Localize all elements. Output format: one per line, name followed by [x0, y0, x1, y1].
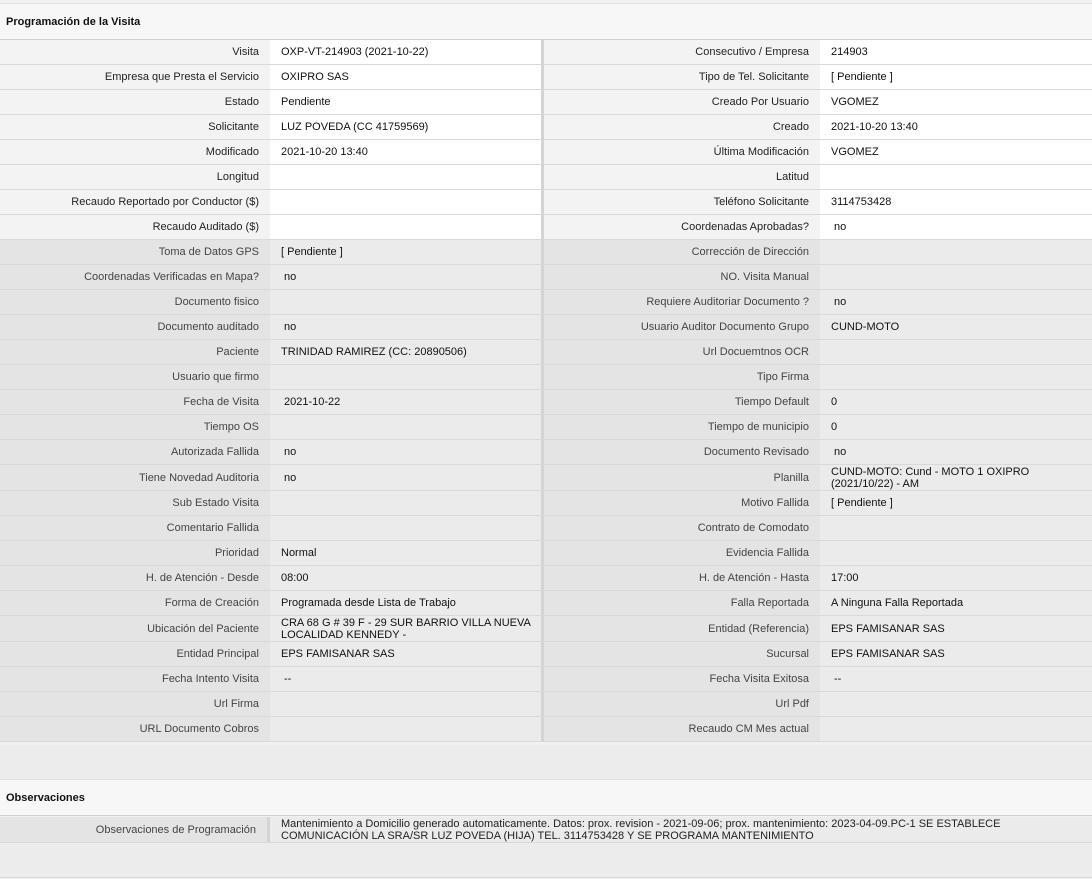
- label-entidad-principal: Entidad Principal: [0, 642, 270, 667]
- label-tiempo-de-municipio: Tiempo de municipio: [544, 415, 820, 440]
- value-consecutivo-empresa: 214903: [820, 40, 1092, 65]
- value-creado: 2021-10-20 13:40: [820, 115, 1092, 140]
- value-h-de-atencion-desde: 08:00: [270, 566, 544, 591]
- label-autorizada-fallida: Autorizada Fallida: [0, 440, 270, 465]
- label-contrato-de-comodato: Contrato de Comodato: [544, 516, 820, 541]
- label-creado-por-usuario: Creado Por Usuario: [544, 90, 820, 115]
- label-falla-reportada: Falla Reportada: [544, 591, 820, 616]
- value-toma-de-datos-gps: [ Pendiente ]: [270, 240, 544, 265]
- label-fecha-intento-visita: Fecha Intento Visita: [0, 667, 270, 692]
- label-tiene-novedad-auditoria: Tiene Novedad Auditoria: [0, 465, 270, 491]
- label-recaudo-reportado-por-conductor: Recaudo Reportado por Conductor ($): [0, 190, 270, 215]
- label-tiempo-default: Tiempo Default: [544, 390, 820, 415]
- value-estado: Pendiente: [270, 90, 544, 115]
- label-coordenadas-aprobadas: Coordenadas Aprobadas?: [544, 215, 820, 240]
- label-h-de-atencion-hasta: H. de Atención - Hasta: [544, 566, 820, 591]
- value-recaudo-auditado: [270, 215, 544, 240]
- label-recaudo-auditado: Recaudo Auditado ($): [0, 215, 270, 240]
- value-ubicacion-del-paciente: CRA 68 G # 39 F - 29 SUR BARRIO VILLA NUEVA LOCALIDAD KENNEDY -: [270, 616, 544, 642]
- label-longitud: Longitud: [0, 165, 270, 190]
- observations-section-header: [0, 779, 1092, 816]
- value-sucursal: EPS FAMISANAR SAS: [820, 642, 1092, 667]
- label-creado: Creado: [544, 115, 820, 140]
- label-url-docuemtnos-ocr: Url Docuemtnos OCR: [544, 340, 820, 365]
- label-estado: Estado: [0, 90, 270, 115]
- value-latitud: [820, 165, 1092, 190]
- value-documento-revisado: no: [820, 440, 1092, 465]
- value-no-visita-manual: [820, 265, 1092, 290]
- value-forma-de-creacion: Programada desde Lista de Trabajo: [270, 591, 544, 616]
- value-url-pdf: [820, 692, 1092, 717]
- label-ultima-modificacion: Última Modificación: [544, 140, 820, 165]
- label-paciente: Paciente: [0, 340, 270, 365]
- value-fecha-visita-exitosa: --: [820, 667, 1092, 692]
- label-url-documento-cobros: URL Documento Cobros: [0, 717, 270, 742]
- label-documento-auditado: Documento auditado: [0, 315, 270, 340]
- value-ultima-modificacion: VGOMEZ: [820, 140, 1092, 165]
- value-recaudo-cm-mes-actual: [820, 717, 1092, 742]
- value-recaudo-reportado-por-conductor: [270, 190, 544, 215]
- value-evidencia-fallida: [820, 541, 1092, 566]
- value-entidad-principal: EPS FAMISANAR SAS: [270, 642, 544, 667]
- value-tiempo-os: [270, 415, 544, 440]
- label-url-firma: Url Firma: [0, 692, 270, 717]
- value-motivo-fallida: [ Pendiente ]: [820, 491, 1092, 516]
- label-h-de-atencion-desde: H. de Atención - Desde: [0, 566, 270, 591]
- label-tipo-firma: Tipo Firma: [544, 365, 820, 390]
- value-fecha-intento-visita: --: [270, 667, 544, 692]
- value-tipo-de-tel-solicitante: [ Pendiente ]: [820, 65, 1092, 90]
- value-prioridad: Normal: [270, 541, 544, 566]
- value-coordenadas-verificadas-en-mapa: no: [270, 265, 544, 290]
- label-toma-de-datos-gps: Toma de Datos GPS: [0, 240, 270, 265]
- value-telefono-solicitante: 3114753428: [820, 190, 1092, 215]
- label-tiempo-os: Tiempo OS: [0, 415, 270, 440]
- value-coordenadas-aprobadas: no: [820, 215, 1092, 240]
- value-usuario-que-firmo: [270, 365, 544, 390]
- value-tiempo-de-municipio: 0: [820, 415, 1092, 440]
- value-requiere-auditoriar-documento: no: [820, 290, 1092, 315]
- label-prioridad: Prioridad: [0, 541, 270, 566]
- label-sub-estado-visita: Sub Estado Visita: [0, 491, 270, 516]
- label-recaudo-cm-mes-actual: Recaudo CM Mes actual: [544, 717, 820, 742]
- label-requiere-auditoriar-documento: Requiere Auditoriar Documento ?: [544, 290, 820, 315]
- label-tipo-de-tel-solicitante: Tipo de Tel. Solicitante: [544, 65, 820, 90]
- value-creado-por-usuario: VGOMEZ: [820, 90, 1092, 115]
- label-usuario-auditor-documento-grupo: Usuario Auditor Documento Grupo: [544, 315, 820, 340]
- observations-value: Mantenimiento a Domicilio generado automaticamente. Datos: prox. revision - 2021-09-06; prox. mantenimiento: 2023-04-09.PC-1 SE ESTABLECE COMUNICACIÓN LA SRA/SR LUZ POVEDA (HIJA) TEL. 3114753428 Y SE PROGRAMA MANTENIMIENTO: [270, 817, 1092, 843]
- label-modificado: Modificado: [0, 140, 270, 165]
- value-tipo-firma: [820, 365, 1092, 390]
- value-falla-reportada: A Ninguna Falla Reportada: [820, 591, 1092, 616]
- label-forma-de-creacion: Forma de Creación: [0, 591, 270, 616]
- observations-label: Observaciones de Programación: [0, 817, 270, 843]
- label-planilla: Planilla: [544, 465, 820, 491]
- label-telefono-solicitante: Teléfono Solicitante: [544, 190, 820, 215]
- value-documento-fisico: [270, 290, 544, 315]
- label-solicitante: Solicitante: [0, 115, 270, 140]
- section-spacer: [0, 843, 1092, 878]
- label-fecha-de-visita: Fecha de Visita: [0, 390, 270, 415]
- label-documento-revisado: Documento Revisado: [544, 440, 820, 465]
- value-planilla: CUND-MOTO: Cund - MOTO 1 OXIPRO (2021/10/22) - AM: [820, 465, 1092, 491]
- label-coordenadas-verificadas-en-mapa: Coordenadas Verificadas en Mapa?: [0, 265, 270, 290]
- label-ubicacion-del-paciente: Ubicación del Paciente: [0, 616, 270, 642]
- label-sucursal: Sucursal: [544, 642, 820, 667]
- label-correccion-de-direccion: Corrección de Dirección: [544, 240, 820, 265]
- value-tiene-novedad-auditoria: no: [270, 465, 544, 491]
- observations-section-title: Observaciones: [6, 791, 85, 804]
- label-empresa-que-presta-el-servicio: Empresa que Presta el Servicio: [0, 65, 270, 90]
- value-empresa-que-presta-el-servicio: OXIPRO SAS: [270, 65, 544, 90]
- label-comentario-fallida: Comentario Fallida: [0, 516, 270, 541]
- value-url-docuemtnos-ocr: [820, 340, 1092, 365]
- section-spacer: [0, 745, 1092, 779]
- value-visita: OXP-VT-214903 (2021-10-22): [270, 40, 544, 65]
- label-visita: Visita: [0, 40, 270, 65]
- visit-section-header: [0, 3, 1092, 40]
- value-documento-auditado: no: [270, 315, 544, 340]
- value-url-documento-cobros: [270, 717, 544, 742]
- value-url-firma: [270, 692, 544, 717]
- label-entidad-referencia: Entidad (Referencia): [544, 616, 820, 642]
- value-longitud: [270, 165, 544, 190]
- observations-row: [0, 817, 1092, 843]
- value-correccion-de-direccion: [820, 240, 1092, 265]
- value-modificado: 2021-10-20 13:40: [270, 140, 544, 165]
- value-contrato-de-comodato: [820, 516, 1092, 541]
- value-comentario-fallida: [270, 516, 544, 541]
- value-sub-estado-visita: [270, 491, 544, 516]
- visit-section-title: Programación de la Visita: [6, 15, 141, 28]
- value-entidad-referencia: EPS FAMISANAR SAS: [820, 616, 1092, 642]
- value-usuario-auditor-documento-grupo: CUND-MOTO: [820, 315, 1092, 340]
- label-motivo-fallida: Motivo Fallida: [544, 491, 820, 516]
- label-url-pdf: Url Pdf: [544, 692, 820, 717]
- label-no-visita-manual: NO. Visita Manual: [544, 265, 820, 290]
- value-tiempo-default: 0: [820, 390, 1092, 415]
- value-h-de-atencion-hasta: 17:00: [820, 566, 1092, 591]
- value-paciente: TRINIDAD RAMIREZ (CC: 20890506): [270, 340, 544, 365]
- value-solicitante: LUZ POVEDA (CC 41759569): [270, 115, 544, 140]
- label-evidencia-fallida: Evidencia Fallida: [544, 541, 820, 566]
- label-latitud: Latitud: [544, 165, 820, 190]
- label-documento-fisico: Documento fisico: [0, 290, 270, 315]
- visit-fields-table: [0, 40, 1092, 742]
- label-consecutivo-empresa: Consecutivo / Empresa: [544, 40, 820, 65]
- label-usuario-que-firmo: Usuario que firmo: [0, 365, 270, 390]
- label-fecha-visita-exitosa: Fecha Visita Exitosa: [544, 667, 820, 692]
- value-autorizada-fallida: no: [270, 440, 544, 465]
- value-fecha-de-visita: 2021-10-22: [270, 390, 544, 415]
